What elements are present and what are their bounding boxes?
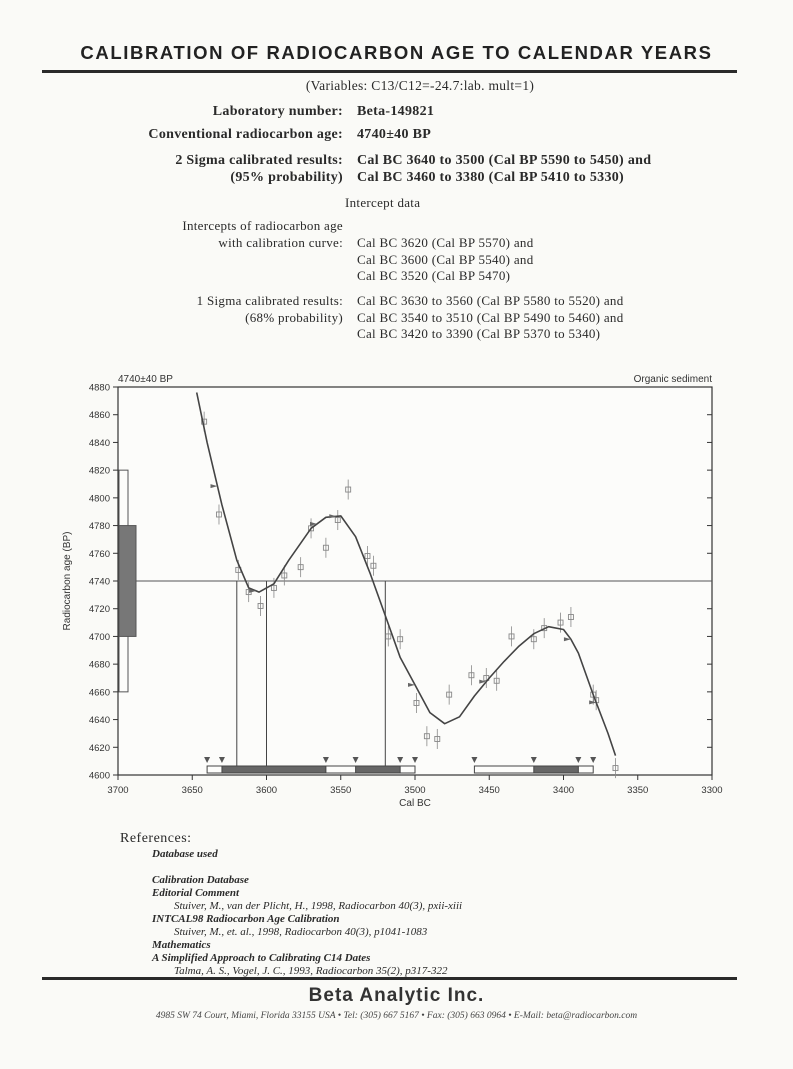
y-tick-label: 4620 <box>88 742 110 754</box>
one-sigma-probability: (68% probability) <box>245 310 343 325</box>
y-tick-label: 4680 <box>88 659 110 671</box>
variables-line: (Variables: C13/C12=-24.7:lab. mult=1) <box>305 78 535 93</box>
ref-line: Database used <box>152 848 218 860</box>
lab-number-value: Beta-149821 <box>357 104 435 119</box>
x-tick-label: 3400 <box>552 785 575 796</box>
sample-sigma-1-bar <box>119 526 136 637</box>
sigma-1-range <box>222 766 326 773</box>
x-tick-label: 3350 <box>627 785 649 796</box>
top-left-label: 4740±40 BP <box>118 374 173 385</box>
y-tick-label: 4660 <box>88 687 110 699</box>
footer-rule <box>42 977 737 980</box>
ref-line <box>152 861 712 874</box>
x-tick-label: 3300 <box>701 785 723 796</box>
ref-line: Stuiver, M., et. al., 1998, Radiocarbon 40(3), p1041-1083 <box>174 926 428 938</box>
ref-line: Calibration Database <box>152 874 249 886</box>
ref-line: Mathematics <box>152 939 211 951</box>
intercepts-label-1: Intercepts of radiocarbon age <box>182 218 343 233</box>
conventional-age-value: 4740±40 BP <box>357 127 432 142</box>
y-axis-label: Radiocarbon age (BP) <box>62 531 73 631</box>
intercept-1: Cal BC 3620 (Cal BP 5570) and <box>357 235 534 250</box>
y-tick-label: 4740 <box>88 576 110 588</box>
y-tick-label: 4840 <box>88 437 110 449</box>
x-tick-label: 3500 <box>404 785 426 796</box>
one-sigma-range-1: Cal BC 3630 to 3560 (Cal BP 5580 to 5520) and <box>357 293 624 308</box>
x-tick-label: 3600 <box>255 785 278 796</box>
x-tick-label: 3650 <box>181 785 203 796</box>
sigma-1-range <box>356 766 401 773</box>
x-tick-label: 3550 <box>330 785 352 796</box>
top-right-label: Organic sediment <box>633 374 712 385</box>
y-tick-label: 4860 <box>88 410 110 422</box>
x-axis-label: Cal BC <box>399 798 431 809</box>
intercepts-label-2: with calibration curve: <box>218 235 343 250</box>
x-tick-label: 3450 <box>478 785 500 796</box>
y-tick-label: 4820 <box>88 465 110 477</box>
ref-line: Editorial Comment <box>152 887 240 899</box>
calibration-chart <box>0 360 793 820</box>
page-title: CALIBRATION OF RADIOCARBON AGE TO CALENDAR YEARS <box>80 42 713 63</box>
y-tick-label: 4780 <box>88 521 110 533</box>
ref-line: Stuiver, M., van der Plicht, H., 1998, Radiocarbon 40(3), pxii-xiii <box>174 900 463 912</box>
company-address: 4985 SW 74 Court, Miami, Florida 33155 USA • Tel: (305) 667 5167 • Fax: (305) 663 0964 • E-Mail: beta@radiocarbon.com <box>155 1011 638 1021</box>
y-tick-label: 4700 <box>88 631 110 643</box>
ref-line: A Simplified Approach to Calibrating C14 Dates <box>152 952 371 964</box>
two-sigma-range-2: Cal BC 3460 to 3380 (Cal BP 5410 to 5330) <box>357 170 625 185</box>
two-sigma-range-1: Cal BC 3640 to 3500 (Cal BP 5590 to 5450) and <box>357 153 652 168</box>
two-sigma-label: 2 Sigma calibrated results: <box>175 153 343 168</box>
lab-number-label: Laboratory number: <box>212 104 343 119</box>
y-tick-label: 4640 <box>88 715 110 727</box>
y-tick-label: 4880 <box>88 382 110 394</box>
title-rule <box>42 70 737 73</box>
references-heading: References: <box>120 831 192 846</box>
intercept-heading: Intercept data <box>345 195 421 210</box>
one-sigma-label: 1 Sigma calibrated results: <box>196 293 343 308</box>
y-tick-label: 4800 <box>88 493 110 505</box>
ref-line: INTCAL98 Radiocarbon Age Calibration <box>152 913 340 925</box>
company-name: Beta Analytic Inc. <box>308 985 485 1006</box>
y-tick-label: 4720 <box>88 604 110 616</box>
ref-line: Talma, A. S., Vogel, J. C., 1993, Radiocarbon 35(2), p317-322 <box>174 965 448 977</box>
intercept-3: Cal BC 3520 (Cal BP 5470) <box>357 268 511 283</box>
one-sigma-range-3: Cal BC 3420 to 3390 (Cal BP 5370 to 5340) <box>357 326 601 341</box>
x-tick-label: 3700 <box>107 785 129 796</box>
y-tick-label: 4760 <box>88 548 110 560</box>
one-sigma-range-2: Cal BC 3540 to 3510 (Cal BP 5490 to 5460) and <box>357 310 624 325</box>
conventional-age-label: Conventional radiocarbon age: <box>148 127 343 142</box>
intercept-2: Cal BC 3600 (Cal BP 5540) and <box>357 252 534 267</box>
y-tick-label: 4600 <box>88 770 110 782</box>
sigma-1-range <box>534 766 579 773</box>
references-list <box>152 848 712 978</box>
two-sigma-probability: (95% probability) <box>230 170 343 185</box>
